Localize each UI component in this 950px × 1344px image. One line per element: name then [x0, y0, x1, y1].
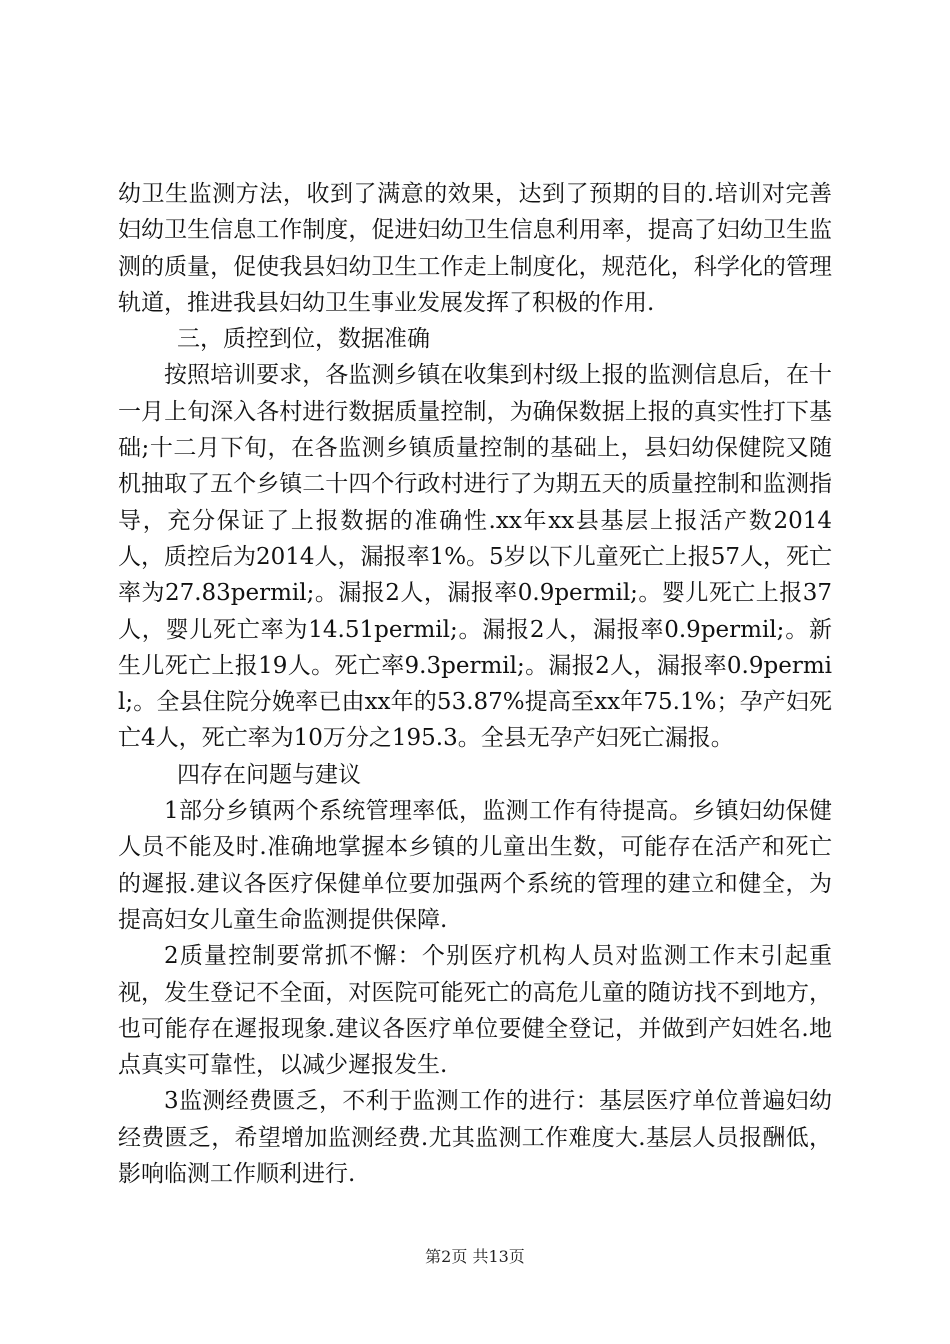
- paragraph-problem-2: 2质量控制要常抓不懈：个别医疗机构人员对监测工作末引起重视，发生登记不全面，对医院可能死亡的高危儿童的随访找不到地方，也可能存在遲报现象.建议各医疗单位要健全登记，并做到产妇姓名.地点真实可靠性，以减少遲报发生.: [118, 943, 832, 1079]
- paragraph-continued: 幼卫生监测方法，收到了满意的效果，达到了预期的目的.培训对完善妇幼卫生信息工作制度，促进妇幼卫生信息利用率，提高了妇幼卫生监测的质量，促使我县妇幼卫生工作走上制度化，规范化，科学化的管理轨道，推进我县妇幼卫生事业发展发挥了积极的作用.: [118, 181, 832, 316]
- page-footer: [0, 1244, 950, 1267]
- paragraph-problem-1: 1部分乡镇两个系统管理率低，监测工作有待提高。乡镇妇幼保健人员不能及时.准确地掌握本乡镇的儿童出生数，可能存在活产和死亡的遲报.建议各医疗保健单位要加强两个系统的管理的建立和健全，为提高妇女儿童生命监测提供保障.: [118, 798, 832, 933]
- section-heading-quality-control: 三，质控到位，数据准确: [177, 326, 430, 353]
- paragraph-problem-3: 3监测经费匮乏，不利于监测工作的进行：基层医疗单位普遍妇幼经费匮乏，希望增加监测经费.尤其监测工作难度大.基层人员报酬低，影响临测工作顺利进行.: [118, 1088, 832, 1188]
- page-number-label: 第2页 共13页: [425, 1247, 525, 1266]
- section-heading-problems: 四存在问题与建议: [177, 761, 361, 788]
- paragraph-quality-control: 按照培训要求，各监测乡镇在收集到村级上报的监测信息后，在十一月上旬深入各村进行数据质量控制，为确保数据上报的真实性打下基础;十二月下旬，在各监测乡镇质量控制的基础上，县妇幼保健院又随机抽取了五个乡镇二十四个行政村进行了为期五天的质量控制和监测指导，充分保证了上报数据的准确性.xx年xx县基层上报活产数2014人，质控后为2014人，漏报率1%。5岁以下儿童死亡上报57人，死亡率为27.83permil;。漏报2人，漏报率0.9permil;。婴儿死亡上报37人，婴儿死亡率为14.51permil;。漏报2人，漏报率0.9permil;。新生儿死亡上报19人。死亡率9.3permil;。漏报2人，漏报率0.9permil;。全县住院分娩率已由xx年的53.87%提高至xx年75.1%；孕产妇死亡4人，死亡率为10万分之195.3。全县无孕产妇死亡漏报。: [118, 362, 832, 752]
- document-body: [118, 176, 832, 1192]
